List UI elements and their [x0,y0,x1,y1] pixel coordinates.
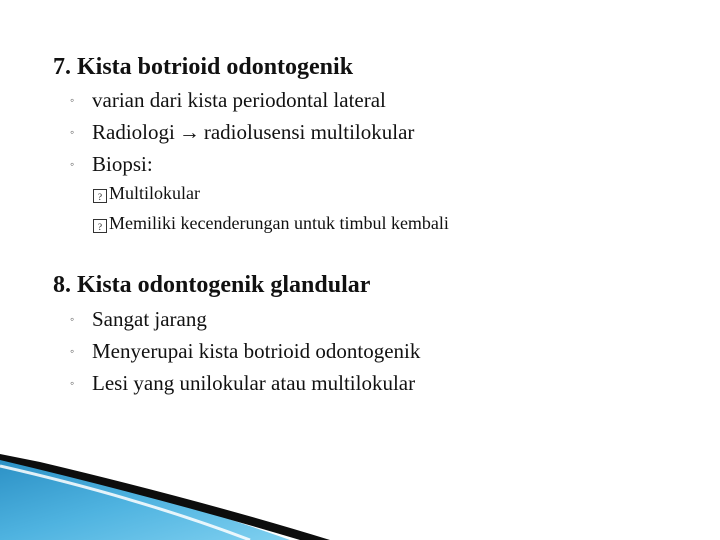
bullet-text-before: Radiologi [92,120,175,144]
missing-glyph-icon: ? [93,219,107,233]
sub-bullet-text: Multilokular [109,183,200,203]
bullet-item [70,148,414,180]
sub-bullet-item [93,178,449,208]
bullet-text: Sangat jarang [92,307,207,331]
bullet-item [70,116,414,148]
section-8-heading: 8. Kista odontogenik glandular [53,272,371,298]
bullet-item [70,335,420,367]
bullet-marker: ◦ [70,125,75,139]
bullet-text-after: radiolusensi multilokular [203,120,415,144]
decorative-swoosh [0,420,720,540]
bullet-text: Lesi yang unilokular atau multilokular [92,371,416,395]
section-7-sub-bullet-list [93,178,449,238]
section-7-bullet-list [70,84,414,180]
section-8-bullet-list [70,303,420,399]
bullet-item [70,367,420,399]
bullet-text: varian dari kista periodontal lateral [92,88,386,112]
right-arrow-icon: → [178,120,200,144]
bullet-marker: ◦ [70,93,75,107]
sub-bullet-text: Memiliki kecenderungan untuk timbul kembali [109,213,449,233]
sub-bullet-item [93,208,449,238]
bullet-marker: ◦ [70,312,75,326]
section-7-heading: 7. Kista botrioid odontogenik [53,54,354,80]
bullet-marker: ◦ [70,157,75,171]
bullet-item [70,303,420,335]
bullet-item [70,84,414,116]
bullet-marker: ◦ [70,344,75,358]
bullet-marker: ◦ [70,376,75,390]
missing-glyph-icon: ? [93,189,107,203]
bullet-text: Biopsi: [92,152,153,176]
bullet-text: Menyerupai kista botrioid odontogenik [92,339,421,363]
